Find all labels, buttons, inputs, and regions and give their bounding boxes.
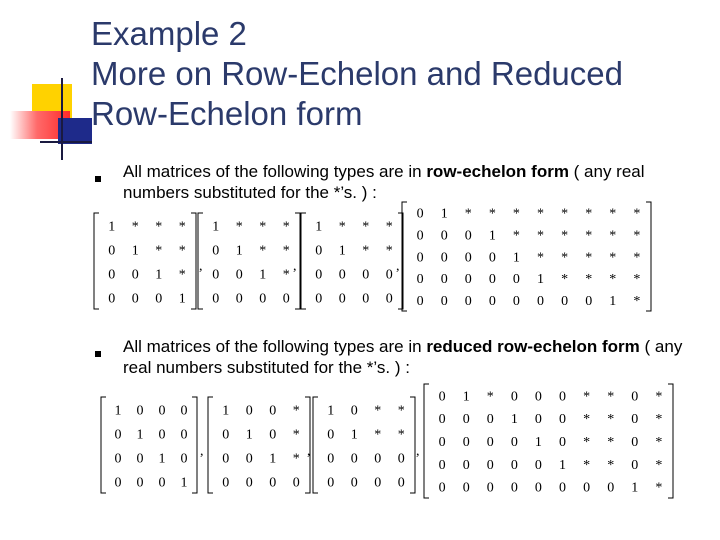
matrix-entry: 0	[327, 427, 335, 443]
matrix-entry: 0	[512, 293, 520, 309]
matrix-entry: *	[561, 228, 569, 244]
matrix-comma: ,	[293, 259, 297, 274]
matrix-entry: *	[609, 206, 617, 222]
matrix-entry: *	[385, 243, 393, 259]
matrix-entry: 0	[462, 412, 470, 428]
matrix-entry: *	[282, 219, 290, 235]
matrix-entry: 0	[131, 267, 139, 283]
matrix-entry: 0	[534, 412, 542, 428]
matrix-entry: 1	[350, 427, 358, 443]
matrix-entry: *	[609, 250, 617, 266]
bullet-2-lead: All matrices of the following types are in	[123, 337, 427, 356]
matrix-entry: 0	[397, 475, 405, 491]
matrix-entry: 0	[510, 389, 518, 405]
matrix-entry: 0	[559, 412, 566, 428]
matrix-entry: *	[633, 250, 641, 266]
matrix-entry: 1	[462, 389, 470, 405]
matrix-entry: *	[607, 389, 615, 405]
matrix-entry: 0	[631, 435, 639, 450]
matrix-entry: *	[155, 243, 163, 259]
matrix-entry: 0	[510, 480, 518, 496]
matrix-entry: *	[259, 219, 267, 235]
matrix-entry: *	[607, 412, 615, 428]
bullet-1-tail: ( any real numbers substituted for the *’s. ) :	[123, 162, 645, 202]
matrix-entry: 0	[327, 451, 335, 467]
matrix-entry: 0	[488, 250, 496, 266]
matrix-entry: *	[585, 272, 593, 288]
matrix-entry: 0	[438, 412, 446, 428]
matrix-entry: *	[607, 457, 615, 473]
matrix-entry: 0	[486, 435, 494, 450]
matrix-entry: 0	[440, 228, 448, 244]
matrix-entry: 1	[108, 219, 116, 235]
matrix-entry: 0	[464, 228, 472, 244]
matrix-entry: 1	[315, 219, 323, 235]
matrix-entry: *	[655, 389, 663, 405]
matrix-right-bracket	[410, 397, 415, 493]
matrix-entry: *	[537, 206, 544, 222]
matrix-entry: *	[655, 457, 663, 473]
matrix-entry: 0	[559, 435, 566, 450]
matrix-entry: 0	[583, 480, 591, 496]
matrix-entry: 0	[510, 435, 518, 450]
matrix-entry: 0	[385, 291, 393, 307]
matrix-entry: 0	[416, 206, 424, 222]
matrix-entry: 0	[534, 389, 542, 405]
matrix-left-bracket	[94, 213, 99, 309]
matrix-entry: 0	[631, 389, 639, 405]
matrix-entry: *	[655, 412, 663, 428]
matrix-entry: 0	[462, 457, 470, 473]
matrix-entry: 1	[338, 243, 346, 259]
matrix-entry: *	[537, 250, 544, 266]
matrix-entry: 1	[609, 293, 617, 309]
matrix-entry: *	[561, 250, 569, 266]
matrix-comma: ,	[199, 259, 203, 274]
matrix-entry: 0	[235, 267, 243, 283]
matrix-entry: 0	[440, 250, 448, 266]
matrix-entry: 0	[245, 451, 253, 467]
matrix-entry: 0	[136, 475, 144, 491]
matrix-entry: 1	[488, 228, 496, 244]
reduced-matrix-2	[222, 403, 299, 490]
matrix-entry: 0	[438, 435, 446, 450]
matrix-comma: ,	[307, 444, 311, 459]
matrix-entry: 1	[131, 243, 139, 259]
matrix-entry: 0	[158, 427, 166, 443]
matrix-entry: 0	[315, 291, 323, 307]
matrix-entry: 0	[108, 267, 116, 283]
matrix-entry: 0	[534, 480, 542, 496]
matrix-entry: 0	[438, 389, 446, 405]
matrix-entry: 0	[180, 451, 188, 467]
matrix-entry: 0	[136, 403, 144, 419]
reduced-matrix-4	[439, 389, 663, 495]
matrix-entry: 0	[212, 243, 220, 259]
matrix-entry: 0	[488, 293, 496, 309]
matrix-entry: 1	[259, 267, 267, 283]
matrix-entry: 0	[180, 403, 188, 419]
matrix-right-bracket	[668, 384, 673, 498]
matrix-entry: 1	[245, 427, 253, 443]
matrix-entry: 0	[315, 243, 323, 259]
matrix-entry: 1	[510, 412, 518, 428]
title-line-2: More on Row-Echelon and Reduced	[91, 55, 623, 92]
matrix-entry: 0	[559, 480, 566, 496]
bullet-1-emphasis: row-echelon form	[426, 162, 569, 181]
matrix-entry: 0	[607, 480, 615, 496]
matrix-entry: *	[537, 228, 544, 244]
matrix-entry: 1	[155, 267, 163, 283]
matrix-entry: *	[282, 267, 290, 283]
matrix-entry: 0	[114, 475, 122, 491]
matrix-entry: *	[609, 228, 617, 244]
matrix-entry: 0	[385, 267, 393, 283]
matrix-entry: 0	[245, 475, 253, 491]
bullet-2-tail: ( any real numbers substituted for the *’s. ) :	[123, 337, 683, 377]
matrix-entry: 1	[136, 427, 144, 443]
row-echelon-matrix-4	[417, 207, 641, 309]
matrix-entry: *	[397, 403, 405, 419]
matrix-entry: *	[292, 403, 300, 419]
matrix-entry: *	[561, 206, 569, 222]
matrix-entry: *	[362, 243, 370, 259]
matrix-entry: *	[488, 206, 496, 222]
matrix-entry: 0	[350, 451, 358, 467]
matrix-entry: 0	[464, 250, 472, 266]
matrix-entry: *	[583, 412, 591, 428]
matrix-entry: *	[235, 219, 243, 235]
matrix-entry: 1	[212, 219, 220, 235]
matrix-entry: 0	[462, 480, 470, 496]
matrix-entry: 0	[534, 457, 542, 473]
matrix-entry: 0	[350, 475, 358, 491]
matrix-entry: *	[561, 272, 569, 288]
matrix-entry: 0	[131, 291, 139, 307]
matrix-left-bracket	[301, 213, 306, 309]
matrix-entry: 0	[158, 403, 166, 419]
matrix-entry: 1	[114, 403, 122, 419]
matrix-entry: 0	[114, 427, 122, 443]
matrix-comma: ,	[396, 259, 400, 274]
matrix-entry: 0	[631, 412, 639, 428]
matrix-entry: 0	[537, 293, 544, 309]
reduced-matrix-3	[327, 403, 405, 490]
matrix-entry: 1	[534, 435, 542, 450]
matrix-entry: 1	[235, 243, 243, 259]
matrix-right-bracket	[646, 202, 651, 311]
matrix-entry: 0	[464, 293, 472, 309]
matrix-entry: 0	[114, 451, 122, 467]
matrix-entry: 1	[222, 403, 230, 419]
row-echelon-matrix-3	[315, 219, 393, 306]
matrix-entry: 0	[585, 293, 593, 309]
title-line-1: Example 2	[91, 15, 247, 52]
matrix-entry: 0	[136, 451, 144, 467]
matrix-entry: 0	[440, 272, 448, 288]
matrix-entry: 0	[212, 291, 220, 307]
matrix-entry: *	[178, 243, 186, 259]
matrix-entry: 0	[338, 291, 346, 307]
matrix-entry: *	[374, 403, 382, 419]
matrix-entry: 0	[416, 293, 424, 309]
matrix-entry: *	[585, 250, 593, 266]
matrix-comma: ,	[200, 444, 204, 459]
matrix-entry: 0	[269, 427, 277, 443]
matrix-entry: *	[512, 206, 520, 222]
matrix-entry: 0	[245, 403, 253, 419]
matrix-entry: *	[338, 219, 346, 235]
matrix-entry: *	[583, 457, 591, 473]
bullet-2-emphasis: reduced row-echelon form	[426, 337, 640, 356]
matrix-entry: 0	[180, 427, 188, 443]
matrix-entry: 0	[222, 475, 230, 491]
matrix-entry: 0	[397, 451, 405, 467]
matrix-entry: *	[486, 389, 494, 405]
matrix-entry: *	[178, 267, 186, 283]
matrix-entry: 0	[486, 457, 494, 473]
matrix-entry: *	[385, 219, 393, 235]
matrix-entry: 0	[486, 412, 494, 428]
matrix-entry: 0	[440, 293, 448, 309]
matrix-entry: 0	[269, 475, 277, 491]
matrix-left-bracket	[313, 397, 318, 493]
matrix-entry: *	[292, 451, 300, 467]
matrix-entry: 0	[269, 403, 277, 419]
matrix-right-bracket	[191, 213, 196, 309]
matrix-entry: 0	[222, 451, 230, 467]
matrix-entry: 0	[327, 475, 335, 491]
matrix-entry: 0	[416, 250, 424, 266]
reduced-matrix-1	[115, 403, 188, 490]
matrix-entry: *	[655, 480, 663, 496]
matrix-entry: 1	[559, 457, 566, 473]
matrix-left-bracket	[424, 384, 429, 498]
matrix-entry: *	[655, 435, 663, 450]
matrix-entry: 0	[416, 272, 424, 288]
matrix-entry: 0	[512, 272, 520, 288]
title-line-3: Row-Echelon form	[91, 95, 363, 132]
matrix-entry: 1	[180, 475, 188, 491]
matrix-entry: 0	[510, 457, 518, 473]
matrix-entry: *	[609, 272, 617, 288]
matrix-entry: 0	[315, 267, 323, 283]
row-echelon-matrix-1	[108, 219, 186, 306]
matrix-entry: 1	[537, 272, 544, 288]
matrix-entry: 0	[486, 480, 494, 496]
matrix-entry: 0	[559, 389, 566, 405]
matrix-entry: 0	[362, 267, 370, 283]
matrix-right-bracket	[192, 397, 197, 493]
matrix-entry: *	[583, 435, 591, 450]
matrix-entry: 0	[438, 480, 446, 496]
matrix-entry: 0	[338, 267, 346, 283]
matrix-entry: 0	[282, 291, 290, 307]
matrix-entry: 0	[374, 451, 382, 467]
matrix-entry: 0	[158, 475, 166, 491]
matrix-entry: *	[282, 243, 290, 259]
matrix-entry: *	[607, 435, 615, 450]
matrix-entry: *	[131, 219, 139, 235]
matrix-entry: *	[292, 427, 300, 443]
matrix-entry: 0	[561, 293, 569, 309]
matrix-entry: *	[633, 206, 641, 222]
matrix-entry: *	[178, 219, 186, 235]
matrix-entry: 0	[438, 457, 446, 473]
matrix-entry: *	[585, 228, 593, 244]
matrix-entry: 0	[464, 272, 472, 288]
row-echelon-matrix-2	[212, 219, 289, 306]
matrix-entry: 0	[155, 291, 163, 307]
matrix-entry: 0	[222, 427, 230, 443]
matrix-entry: *	[512, 228, 520, 244]
matrix-entry: *	[397, 427, 405, 443]
matrix-entry: *	[362, 219, 370, 235]
matrix-entry: 0	[416, 228, 424, 244]
matrix-left-bracket	[101, 397, 106, 493]
matrix-entry: 1	[269, 451, 277, 467]
matrix-entry: 1	[158, 451, 166, 467]
matrix-entry: 0	[259, 291, 267, 307]
matrix-entry: 0	[292, 475, 300, 491]
matrix-entry: *	[583, 389, 591, 405]
matrix-entry: 1	[512, 250, 520, 266]
matrix-entry: 0	[108, 243, 116, 259]
matrix-entry: *	[374, 427, 382, 443]
matrix-entry: 0	[488, 272, 496, 288]
matrix-entry: *	[633, 228, 641, 244]
matrix-entry: *	[464, 206, 472, 222]
matrix-entry: *	[633, 293, 641, 309]
matrix-entry: 1	[327, 403, 335, 419]
matrix-entry: 0	[374, 475, 382, 491]
matrix-entry: 1	[631, 480, 639, 496]
matrix-entry: 0	[631, 457, 639, 473]
matrix-entry: 1	[440, 206, 448, 222]
matrix-entry: *	[633, 272, 641, 288]
matrix-entry: 0	[108, 291, 116, 307]
bullet-1-lead: All matrices of the following types are in	[123, 162, 427, 181]
matrix-entry: *	[259, 243, 267, 259]
matrix-left-bracket	[208, 397, 213, 493]
matrix-entry: 1	[178, 291, 186, 307]
matrix-entry: 0	[212, 267, 220, 283]
matrix-entry: 0	[350, 403, 358, 419]
matrix-comma: ,	[416, 444, 420, 459]
matrix-entry: 0	[362, 291, 370, 307]
matrix-entry: *	[155, 219, 163, 235]
matrix-entry: *	[585, 206, 593, 222]
matrix-entry: 0	[235, 291, 243, 307]
matrix-entry: 0	[462, 435, 470, 450]
